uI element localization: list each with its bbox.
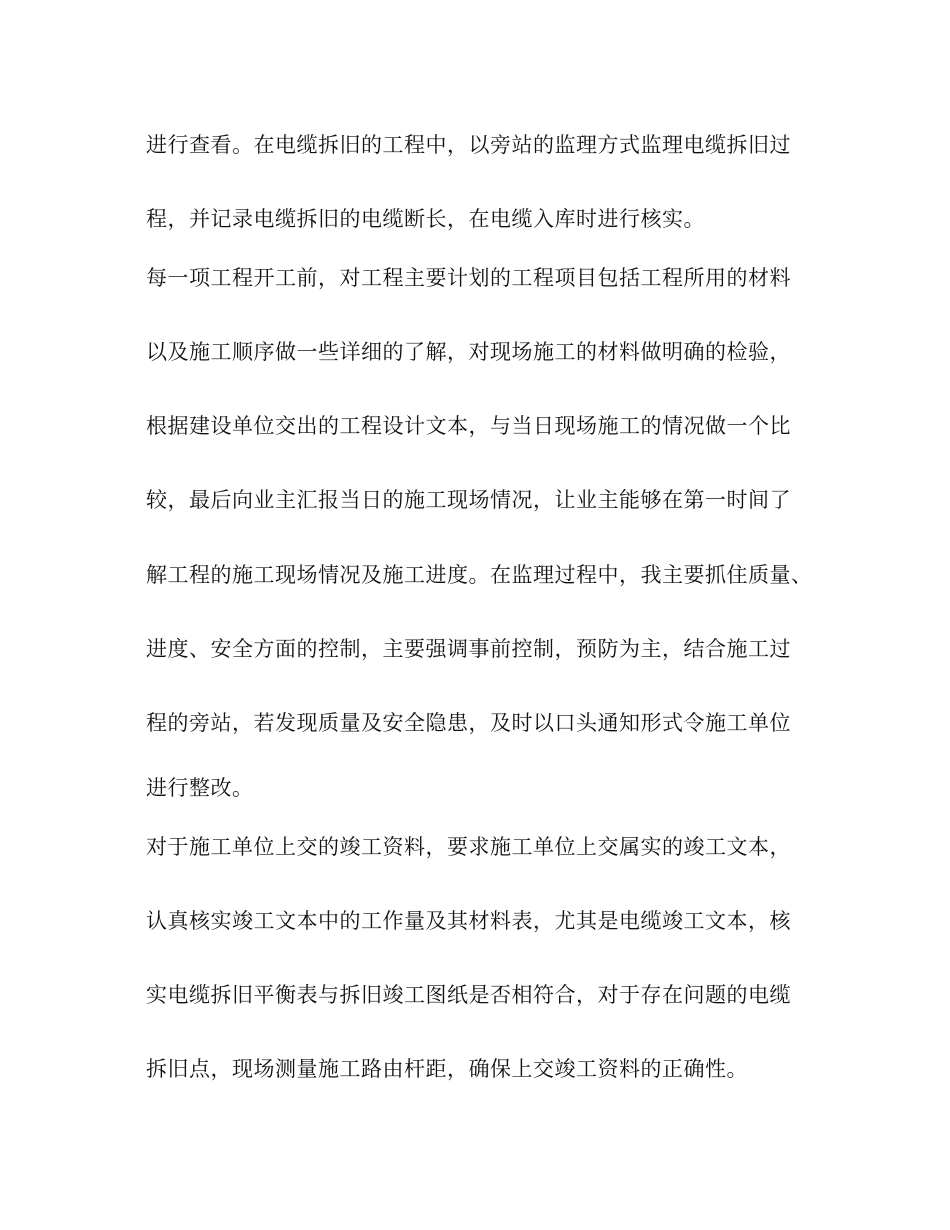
text-line: 程的旁站，若发现质量及安全隐患，及时以口头通知形式令施工单位 bbox=[146, 711, 791, 735]
text-line: 较，最后向业主汇报当日的施工现场情况，让业主能够在第一时间了 bbox=[146, 488, 791, 512]
text-line: 进度、安全方面的控制，主要强调事前控制，预防为主，结合施工过 bbox=[146, 637, 791, 661]
text-line: 程，并记录电缆拆旧的电缆断长，在电缆入库时进行核实。 bbox=[146, 207, 705, 231]
text-line: 进行整改。 bbox=[146, 776, 254, 800]
text-line: 拆旧点，现场测量施工路由杆距，确保上交竣工资料的正确性。 bbox=[146, 1057, 748, 1081]
text-line: 以及施工顺序做一些详细的了解，对现场施工的材料做明确的检验， bbox=[146, 340, 791, 364]
text-line: 对于施工单位上交的竣工资料，要求施工单位上交属实的竣工文本， bbox=[146, 835, 791, 859]
text-line: 根据建设单位交出的工程设计文本，与当日现场施工的情况做一个比 bbox=[146, 414, 791, 438]
text-line: 进行查看。在电缆拆旧的工程中，以旁站的监理方式监理电缆拆旧过 bbox=[146, 133, 791, 157]
text-line: 解工程的施工现场情况及施工进度。在监理过程中，我主要抓住质量、 bbox=[146, 563, 813, 587]
text-line: 实电缆拆旧平衡表与拆旧竣工图纸是否相符合，对于存在问题的电缆 bbox=[146, 983, 791, 1007]
text-line: 每一项工程开工前，对工程主要计划的工程项目包括工程所用的材料 bbox=[146, 266, 791, 290]
text-line: 认真核实竣工文本中的工作量及其材料表，尤其是电缆竣工文本，核 bbox=[146, 909, 791, 933]
